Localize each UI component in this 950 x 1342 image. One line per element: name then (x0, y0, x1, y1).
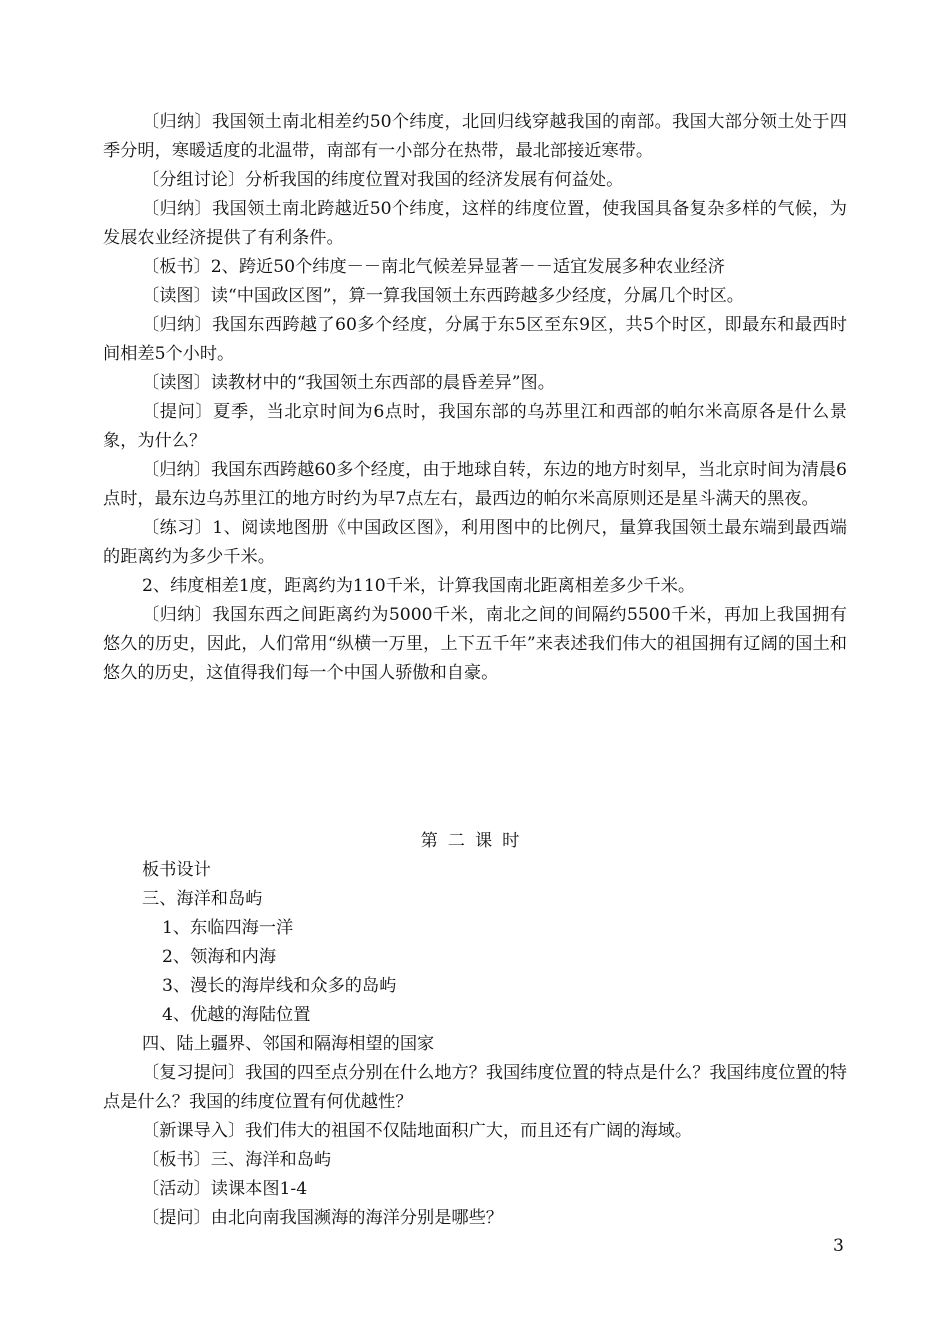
design-section: 四、陆上疆界、邻国和隔海相望的国家 (142, 1034, 435, 1054)
lesson-part-one (103, 108, 847, 688)
section-heading: 第二课时 (420, 831, 530, 851)
paragraph: 〔新课导入〕我们伟大的祖国不仅陆地面积广大，而且还有广阔的海域。 (142, 1121, 693, 1141)
paragraph: 〔分组讨论〕分析我国的纬度位置对我国的经济发展有何益处。 (142, 170, 624, 190)
paragraph: 〔归纳〕我国东西跨越了60多个经度，分属于东5区至东9区，共5个时区，即最东和最西时间相差5个小时。 (103, 315, 847, 364)
paragraph: 〔归纳〕我国领土南北相差约50个纬度，北回归线穿越我国的南部。我国大部分领土处于四季分明，寒暖适度的北温带，南部有一小部分在热带，最北部接近寒带。 (103, 112, 847, 161)
design-item: 1、东临四海一洋 (162, 918, 294, 938)
paragraph: 〔读图〕读教材中的“我国领土东西部的晨昏差异”图。 (142, 373, 555, 393)
paragraph: 〔提问〕夏季，当北京时间为6点时，我国东部的乌苏里江和西部的帕尔米高原各是什么景象，为什么？ (103, 402, 847, 451)
paragraph: 〔练习〕1、阅读地图册《中国政区图》，利用图中的比例尺，量算我国领土最东端到最西端的距离约为多少千米。 (103, 518, 847, 567)
design-section: 三、海洋和岛屿 (142, 889, 263, 909)
paragraph: 〔提问〕由北向南我国濒海的海洋分别是哪些？ (142, 1208, 503, 1228)
lesson-part-two (103, 856, 847, 1233)
paragraph: 〔活动〕读课本图1-4 (142, 1179, 308, 1199)
paragraph: 〔归纳〕我国东西之间距离约为5000千米，南北之间的间隔约5500千米，再加上我国拥有悠久的历史，因此，人们常用“纵横一万里，上下五千年”来表述我们伟大的祖国拥有辽阔的国土和悠久的历史，这值得我们每一个中国人骄傲和自豪。 (103, 605, 847, 683)
design-item: 2、领海和内海 (162, 947, 277, 967)
design-item: 3、漫长的海岸线和众多的岛屿 (162, 976, 397, 996)
page-number: 3 (833, 1236, 844, 1256)
paragraph: 〔归纳〕我国东西跨越60多个经度，由于地球自转，东边的地方时刻早，当北京时间为清晨6点时，最东边乌苏里江的地方时约为早7点左右，最西边的帕尔米高原则还是星斗满天的黑夜。 (103, 460, 847, 509)
design-item: 4、优越的海陆位置 (162, 1005, 311, 1025)
paragraph: 〔归纳〕我国领土南北跨越近50个纬度，这样的纬度位置，使我国具备复杂多样的气候，为发展农业经济提供了有利条件。 (103, 199, 847, 248)
paragraph: 〔读图〕读“中国政区图”，算一算我国领土东西跨越多少经度，分属几个时区。 (142, 286, 744, 306)
paragraph: 〔板书〕三、海洋和岛屿 (142, 1150, 332, 1170)
paragraph: 2、纬度相差1度，距离约为110千米，计算我国南北距离相差多少千米。 (142, 576, 696, 596)
design-title: 板书设计 (142, 860, 211, 880)
paragraph: 〔板书〕2、跨近50个纬度－－南北气候差异显著－－适宜发展多种农业经济 (142, 257, 725, 277)
paragraph: 〔复习提问〕我国的四至点分别在什么地方？我国纬度位置的特点是什么？我国纬度位置的特点是什么？我国的纬度位置有何优越性？ (103, 1063, 847, 1112)
